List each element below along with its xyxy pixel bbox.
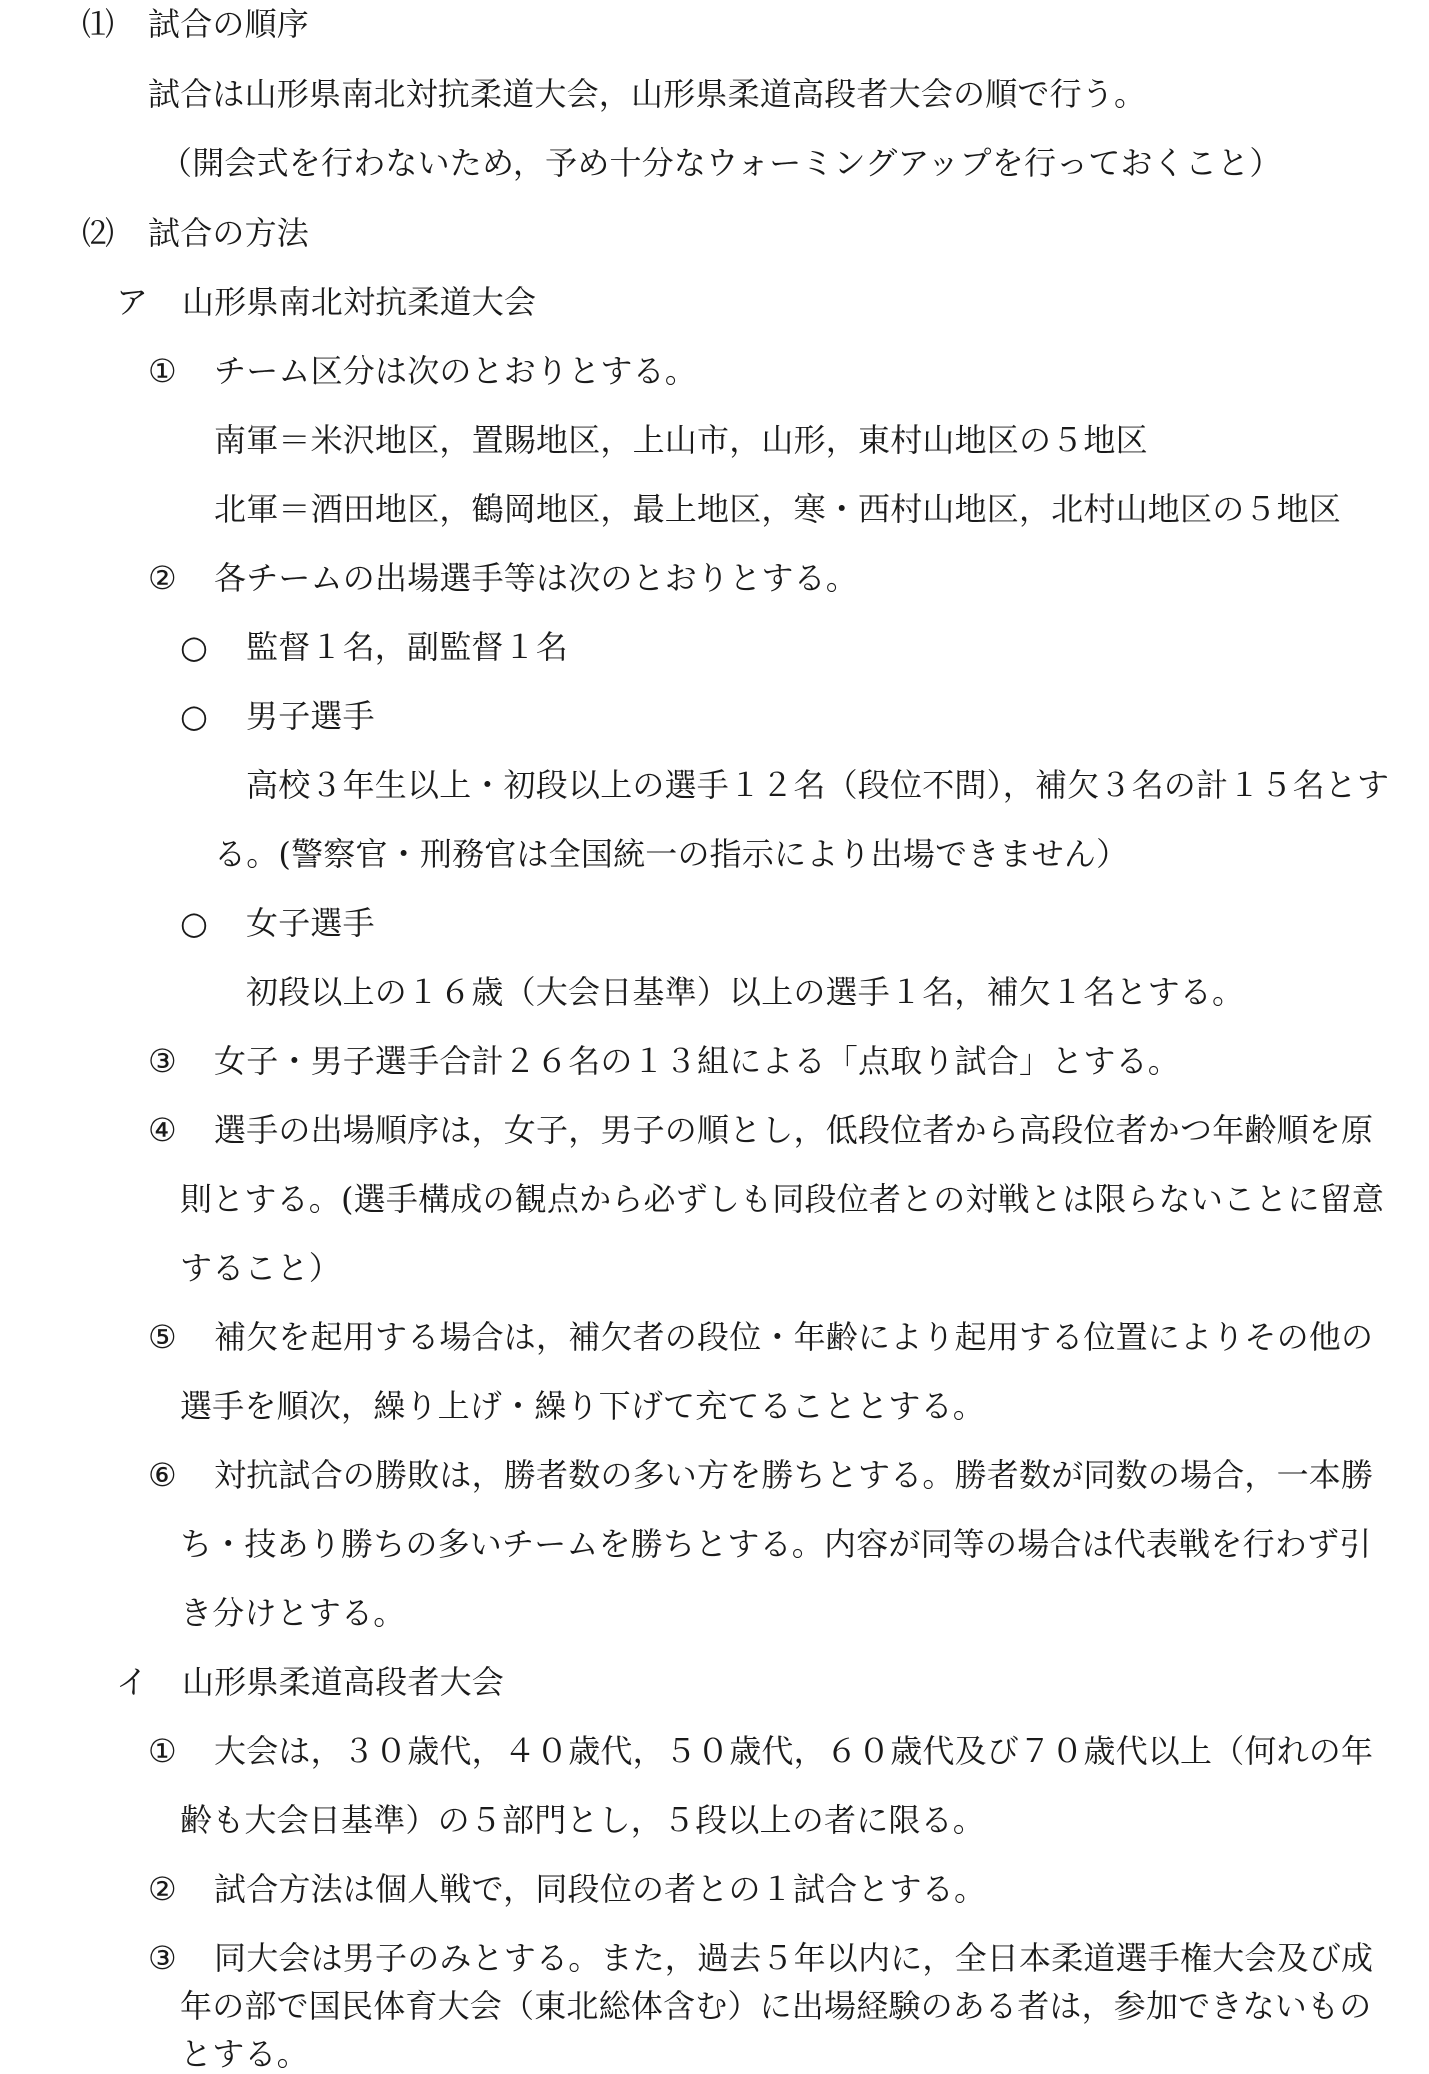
male-players-line: る。(警察官・刑務官は全国統一の指示により出場できません） (214, 835, 1129, 873)
part-a-item-4-line: 選手の出場順序は，女子，男子の順とし，低段位者から高段位者かつ年齢順を原 (214, 1111, 1374, 1149)
section-1-text-line: 試合は山形県南北対抗柔道大会，山形県柔道高段者大会の順で行う。 (148, 75, 1147, 113)
part-a-item-3-line: 女子・男子選手合計２６名の１３組による「点取り試合」とする。 (214, 1042, 1181, 1080)
part-a-item-2-line: 各チームの出場選手等は次のとおりとする。 (214, 559, 859, 597)
bullet-circle: ○ (180, 628, 208, 666)
part-i-item-1-line: 齢も大会日基準）の５部門とし，５段以上の者に限る。 (180, 1801, 986, 1839)
part-a-item-2-marker: ② (148, 559, 177, 597)
part-a-item-3-marker: ③ (148, 1042, 177, 1080)
part-a-item-1-line: 南軍＝米沢地区，置賜地区，上山市，山形，東村山地区の５地区 (214, 421, 1148, 459)
part-i-item-1-marker: ① (148, 1732, 177, 1770)
part-i-marker: イ (116, 1663, 149, 1701)
part-a-item-6-line: 対抗試合の勝敗は，勝者数の多い方を勝ちとする。勝者数が同数の場合，一本勝 (214, 1456, 1374, 1494)
section-1-heading: 試合の順序 (148, 5, 310, 43)
part-a-item-1-marker: ① (148, 352, 177, 390)
female-players-line: 初段以上の１６歳（大会日基準）以上の選手１名，補欠１名とする。 (246, 973, 1245, 1011)
part-a-item-4-line: 則とする。(選手構成の観点から必ずしも同段位者との対戦とは限らないことに留意 (180, 1180, 1385, 1218)
section-1-marker: ⑴ (82, 5, 115, 43)
part-i-item-2-line: 試合方法は個人戦で，同段位の者との１試合とする。 (214, 1870, 987, 1908)
part-i-item-2-marker: ② (148, 1870, 177, 1908)
part-i-item-3-line: 同大会は男子のみとする。また，過去５年以内に，全日本柔道選手権大会及び成 (214, 1939, 1374, 1977)
female-players-label: 女子選手 (246, 904, 375, 942)
part-a-item-5-line: 選手を順次，繰り上げ・繰り下げて充てることとする。 (180, 1387, 986, 1425)
part-a-item-5-line: 補欠を起用する場合は，補欠者の段位・年齢により起用する位置によりその他の (214, 1318, 1374, 1356)
part-a-item-6-line: き分けとする。 (180, 1594, 406, 1632)
part-i-item-1-line: 大会は，３０歳代，４０歳代，５０歳代，６０歳代及び７０歳代以上（何れの年 (214, 1732, 1374, 1770)
part-a-item-1-line: 北軍＝酒田地区，鶴岡地区，最上地区，寒・西村山地区，北村山地区の５地区 (214, 490, 1342, 528)
part-a-item-6-line: ち・技あり勝ちの多いチームを勝ちとする。内容が同等の場合は代表戦を行わず引 (180, 1525, 1372, 1563)
part-a-item-5-marker: ⑤ (148, 1318, 177, 1356)
part-i-heading: 山形県柔道高段者大会 (182, 1663, 505, 1701)
section-2-heading: 試合の方法 (148, 214, 310, 252)
part-a-item-6-marker: ⑥ (148, 1456, 177, 1494)
part-a-heading: 山形県南北対抗柔道大会 (182, 283, 537, 321)
part-i-item-3-line: 年の部で国民体育大会（東北総体含む）に出場経験のある者は，参加できないもの (180, 1987, 1372, 2025)
part-a-item-1-line: チーム区分は次のとおりとする。 (214, 352, 698, 390)
bullet-circle: ○ (180, 904, 208, 942)
part-a-item-4-line: すること） (180, 1249, 342, 1287)
section-1-note-line: （開会式を行わないため，予め十分なウォーミングアップを行っておくこと） (160, 144, 1282, 182)
part-a-marker: ア (116, 283, 149, 321)
section-2-marker: ⑵ (82, 214, 115, 252)
staff-line: 監督１名，副監督１名 (246, 628, 569, 666)
part-a-item-4-marker: ④ (148, 1111, 177, 1149)
part-i-item-3-marker: ③ (148, 1939, 177, 1977)
male-players-label: 男子選手 (246, 697, 375, 735)
male-players-line: 高校３年生以上・初段以上の選手１２名（段位不問），補欠３名の計１５名とす (246, 766, 1390, 804)
bullet-circle: ○ (180, 697, 208, 735)
part-i-item-3-line: とする。 (180, 2035, 309, 2073)
